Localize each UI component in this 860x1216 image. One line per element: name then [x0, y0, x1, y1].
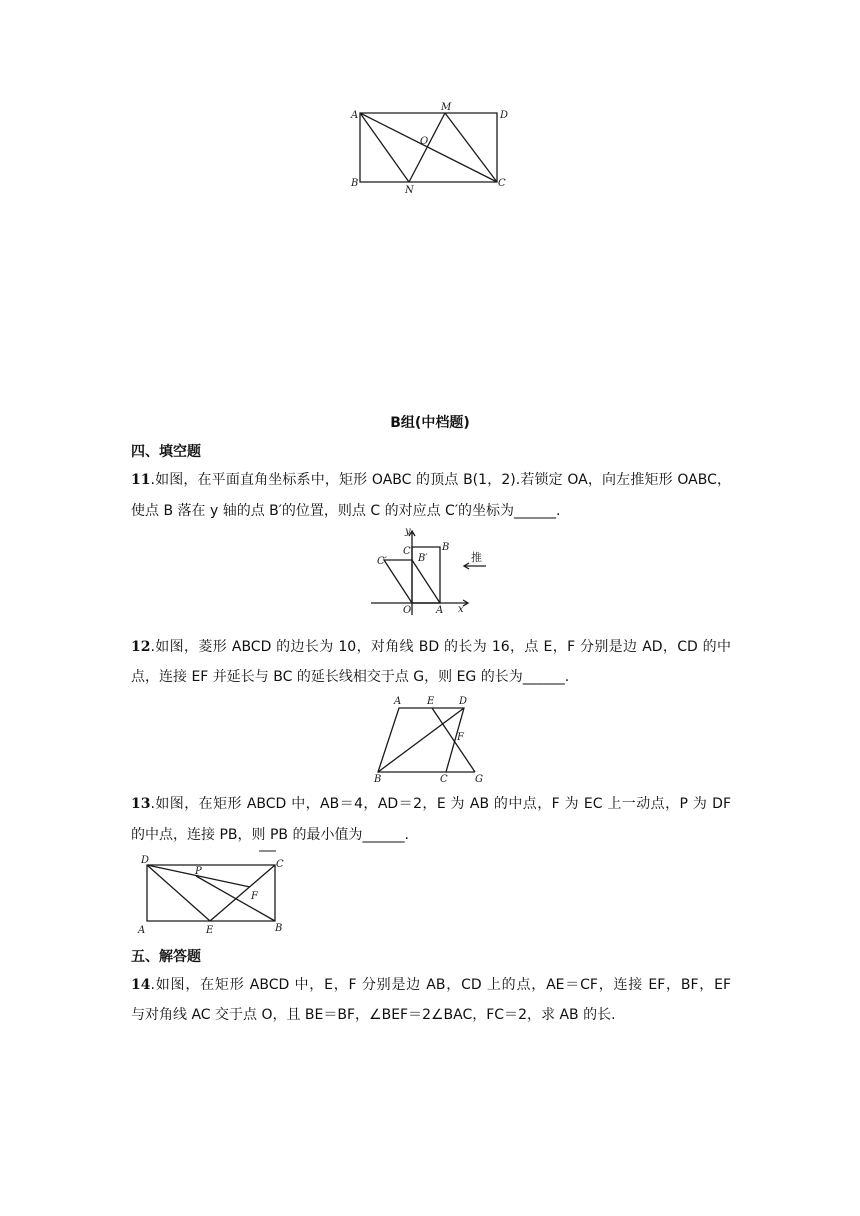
label-c: C [276, 859, 284, 870]
label-d: D [459, 696, 468, 707]
label-c-prime: C′ [377, 556, 387, 567]
heading-fill-in: 四、填空题 [131, 444, 201, 460]
q13-line1 [131, 794, 731, 814]
label-b-prime: B′ [418, 553, 428, 564]
label-d: D [500, 110, 509, 121]
label-b: B [374, 774, 382, 785]
label-push: 推 [471, 551, 482, 564]
q12-text1: .如图，菱形 ABCD 的边长为 10，对角线 BD 的长为 16，点 E，F 分别是边 AD，CD 的中 [150, 639, 731, 655]
label-o: O [420, 136, 429, 147]
q12-line1 [131, 637, 731, 657]
section-title: B组(中档题) [390, 415, 470, 431]
label-x: x [458, 604, 464, 615]
label-e: E [206, 925, 214, 936]
q13-line2: 的中点，连接 PB，则 PB 的最小值为______. [131, 827, 409, 843]
q11-number: 11 [131, 472, 151, 488]
label-e: E [427, 696, 435, 707]
label-b: B [442, 542, 450, 553]
q12-figure [366, 692, 496, 787]
heading-answer: 五、解答题 [131, 949, 201, 965]
q13-text1: .如图，在矩形 ABCD 中，AB＝4，AD＝2，E 为 AB 的中点，F 为 EC 上一动点，P 为 DF [150, 796, 731, 812]
line-eg [432, 708, 475, 772]
q14-text1: .如图，在矩形 ABCD 中，E，F 分别是边 AB，CD 上的点，AE＝CF，连接 EF，BF，EF [150, 977, 731, 993]
label-f: F [457, 732, 464, 743]
label-y: y [405, 526, 411, 537]
label-a: A [436, 605, 444, 616]
label-n: N [405, 185, 414, 196]
label-a: A [351, 110, 359, 121]
q11-line1 [131, 470, 731, 490]
segment-am... [360, 113, 409, 182]
segment-ec [210, 865, 275, 921]
label-g: G [475, 774, 483, 785]
label-m: M [441, 102, 452, 113]
q14-number: 14 [131, 977, 151, 993]
q12-line2: 点，连接 EF 并延长与 BC 的延长线相交于点 G，则 EG 的长为______. [131, 669, 570, 685]
q12-number: 12 [131, 639, 151, 655]
q13-number: 13 [131, 796, 151, 812]
label-a: A [138, 925, 146, 936]
q13-figure [133, 847, 293, 935]
segment-mc [445, 113, 497, 182]
segment-mn [409, 113, 445, 182]
label-p: P [195, 866, 202, 877]
q14-line1 [131, 975, 731, 995]
q11-text1: .如图，在平面直角坐标系中，矩形 OABC 的顶点 B(1，2).若锁定 OA，向左推矩形 OABC， [150, 472, 731, 488]
label-c: C [498, 178, 506, 189]
q11-line2: 使点 B 落在 y 轴的点 B′的位置，则点 C 的对应点 C′的坐标为______. [131, 503, 561, 519]
label-c: C [440, 774, 448, 785]
label-f: F [251, 891, 258, 902]
label-c: C [403, 546, 411, 557]
diagonal-bd [378, 708, 464, 772]
segment-pb [196, 876, 275, 921]
label-d: D [141, 855, 150, 866]
label-b: B [275, 923, 283, 934]
label-a: A [394, 696, 402, 707]
q14-line2: 与对角线 AC 交于点 O，且 BE＝BF，∠BEF＝2∠BAC，FC＝2，求 AB 的长. [131, 1007, 616, 1023]
label-b: B [351, 178, 359, 189]
q11-figure [368, 525, 498, 617]
diagonal-ac [360, 113, 497, 182]
rectangle-figure-top [340, 100, 520, 200]
label-o: O [403, 605, 412, 616]
